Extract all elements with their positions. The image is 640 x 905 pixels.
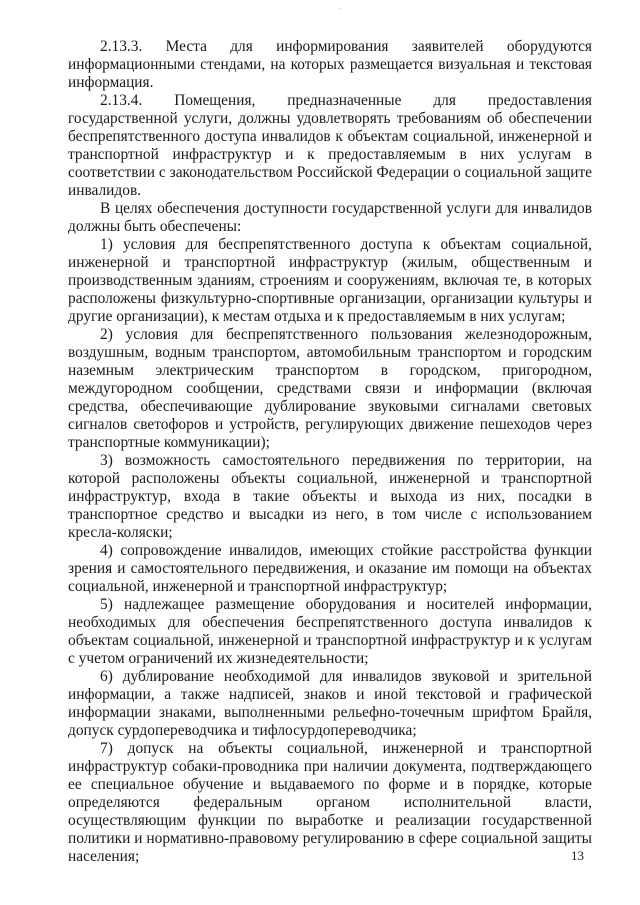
paragraph-2-13-4: 2.13.4. Помещения, предназначенные для предоставления государственной услуги, должны удовлетворять требованиям об обеспечении беспрепятственного доступа инвалидов к объектам социальной, инженерной и транспортной инфраструктур и к предоставляемым в них услугам в соответствии с законодательством Российской Федерации о социальной защите инвалидов. [68, 92, 592, 199]
paragraph-accessibility-intro: В целях обеспечения доступности государственной услуги для инвалидов должны быть обеспечены: [68, 200, 592, 235]
scan-artifact [340, 8, 341, 9]
list-item-1: 1) условия для беспрепятственного доступа к объектам социальной, инженерной и транспортной инфраструктур (жилым, общественным и производственным зданиям, строениям и сооружениям, включая те, в которых расположены физкультурно-спортивные организации, организации культуры и другие организации), к местам отдыха и к предоставляемым в них услугам; [68, 236, 592, 325]
list-item-4: 4) сопровождение инвалидов, имеющих стойкие расстройства функции зрения и самостоятельного передвижения, и оказание им помощи на объектах социальной, инженерной и транспортной инфраструктур; [68, 542, 592, 595]
list-item-7: 7) допуск на объекты социальной, инженерной и транспортной инфраструктур собаки-проводника при наличии документа, подтверждающего ее специальное обучение и выдаваемого по форме и в порядке, которые определяются федеральным органом исполнительной власти, осуществляющим функции по выработке и реализации государственной политики и нормативно-правовому регулированию в сфере социальной защиты населения; [68, 740, 592, 865]
list-item-5: 5) надлежащее размещение оборудования и носителей информации, необходимых для обеспечения беспрепятственного доступа инвалидов к объектам социальной, инженерной и транспортной инфраструктур и к услугам с учетом ограничений их жизнедеятельности; [68, 596, 592, 667]
list-item-6: 6) дублирование необходимой для инвалидов звуковой и зрительной информации, а также надписей, знаков и иной текстовой и графической информации знаками, выполненными рельефно-точечным шрифтом Брайля, допуск сурдопереводчика и тифлосурдопереводчика; [68, 668, 592, 739]
list-item-2: 2) условия для беспрепятственного пользования железнодорожным, воздушным, водным транспортом, автомобильным транспортом и городским наземным электрическим транспортом в городском, пригородном, междугородном сообщении, средствами связи и информации (включая средства, обеспечивающие дублирование звуковыми сигналами световых сигналов светофоров и устройств, регулирующих движение пешеходов через транспортные коммуникации); [68, 326, 592, 451]
list-item-3: 3) возможность самостоятельного передвижения по территории, на которой расположены объекты социальной, инженерной и транспортной инфраструктур, входа в такие объекты и выхода из них, посадки в транспортное средство и высадки из него, в том числе с использованием кресла-коляски; [68, 452, 592, 541]
document-body [68, 38, 592, 866]
page-number: 13 [571, 848, 584, 863]
paragraph-2-13-3: 2.13.3. Места для информирования заявителей оборудуются информационными стендами, на которых размещается визуальная и текстовая информация. [68, 38, 592, 91]
